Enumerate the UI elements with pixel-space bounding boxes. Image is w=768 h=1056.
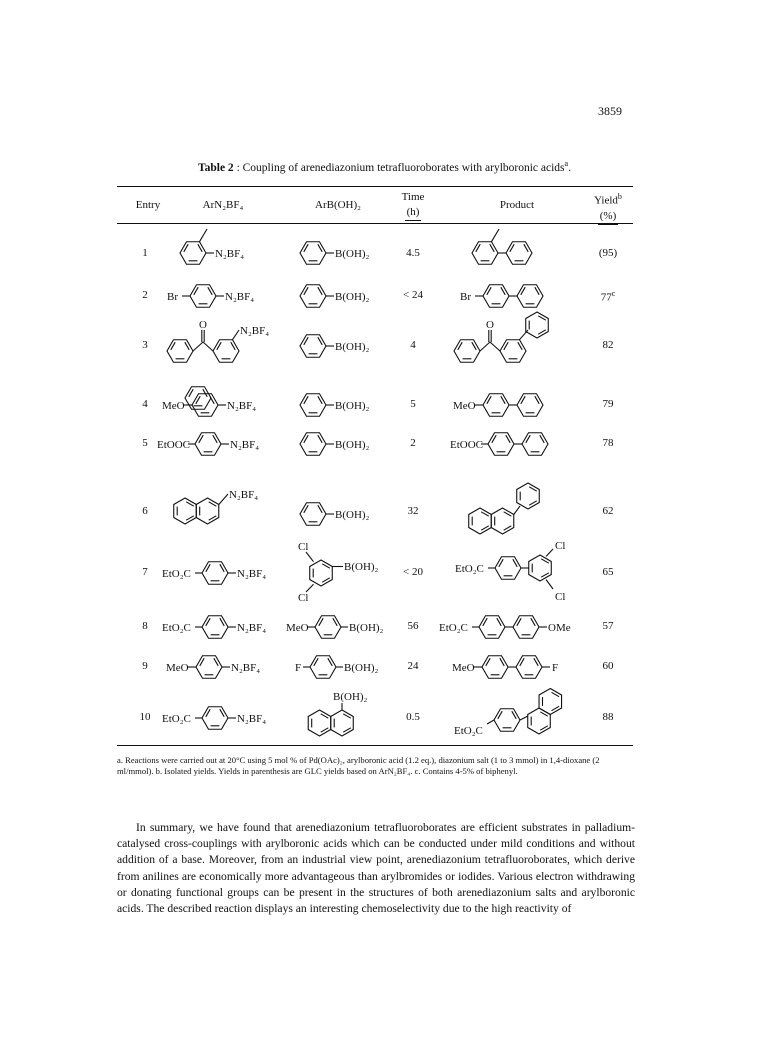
label-boh2: B(OH)₂ <box>335 509 370 521</box>
label-n2bf4: N₂BF₄ <box>237 713 267 725</box>
label-etooc: EtOOC <box>157 439 190 451</box>
structure-fluorophenylboronic-acid <box>293 651 393 683</box>
entry-8: 8 <box>142 620 148 632</box>
label-boh2: B(OH)₂ <box>344 561 379 573</box>
structure-dichlorophenylboronic-acid <box>296 537 396 609</box>
yield-3: 82 <box>602 339 614 351</box>
structure-ethoxycarbonylphenyl-diazonium <box>155 428 295 460</box>
entry-7: 7 <box>142 566 148 578</box>
header-time <box>393 190 433 221</box>
structure-methoxybiphenyl-ester <box>437 611 592 643</box>
time-9: 24 <box>407 660 419 672</box>
structure-naphthylboronic-acid <box>305 688 395 740</box>
table-footnote: a. Reactions were carried out at 20°C using 5 mol % of Pd(OAc)₂, arylboronic acid (1.2 eq.), diazonium salt (1 to 3 mmol) in 1,4-dioxane (2 ml/mmol). b. Isolated yields. Yields in parenthesis are GLC yields based on ArN₂BF₄. c. Contains 4-5% of biphenyl. <box>117 755 600 776</box>
label-f: F <box>295 662 302 674</box>
table-caption-sup: a <box>564 159 569 168</box>
table-caption-label: Table 2 <box>198 161 234 174</box>
table-caption: Table 2 : Coupling of arenediazonium tetrafluoroborates with arylboronic acids$^a$. <box>198 159 571 174</box>
header-arn2bf4: ArN₂BF₄ <box>202 199 244 211</box>
entry-5: 5 <box>142 437 148 449</box>
time-10: 0.5 <box>406 711 420 723</box>
structure-ethoxycarbonylphenyl-diazonium <box>160 557 290 589</box>
table-bottom-rule <box>117 745 633 746</box>
label-boh2: B(OH)₂ <box>333 691 368 703</box>
time-7: < 20 <box>403 566 423 578</box>
label-n2bf4: N₂BF₄ <box>215 248 245 260</box>
yield-4: 79 <box>602 398 614 410</box>
label-boh2: B(OH)₂ <box>335 291 370 303</box>
label-n2bf4: N₂BF₄ <box>227 400 257 412</box>
structure-naphthyl-diazonium <box>168 480 288 532</box>
structure-2-phenylnaphthalene <box>465 478 565 538</box>
label-boh2: B(OH)₂ <box>335 439 370 451</box>
label-n2bf4: N₂BF₄ <box>225 291 255 303</box>
page-number: 3859 <box>598 104 622 118</box>
yield-9: 60 <box>602 660 614 672</box>
yield-6: 62 <box>602 505 614 517</box>
structure-4-bromobiphenyl <box>458 280 558 312</box>
yield-10: 88 <box>602 711 614 723</box>
body-paragraph <box>117 820 635 917</box>
label-br: Br <box>460 291 471 303</box>
structure-methoxyphenylboronic-acid <box>284 611 394 643</box>
header-time-label: Time <box>401 191 425 203</box>
label-n2bf4: N₂BF₄ <box>231 662 261 674</box>
entry-6: 6 <box>142 505 148 517</box>
header-yield-unit: (%) <box>588 209 628 225</box>
label-ome: OMe <box>548 622 571 634</box>
label-etooc: EtOOC <box>450 439 483 451</box>
label-boh2: B(OH)₂ <box>335 400 370 412</box>
structure-phenylboronic-acid <box>298 330 388 362</box>
label-eto2c: EtO₂C <box>162 568 191 580</box>
entry-1: 1 <box>142 247 148 259</box>
yield-2: 77$^c$ <box>600 289 616 304</box>
label-eto2c: EtO₂C <box>162 713 191 725</box>
structure-dichlorobiphenyl-ester <box>453 537 583 609</box>
structure-ethyl-biphenylcarboxylate <box>448 428 573 460</box>
label-meo: MeO <box>286 622 309 634</box>
structure-ethoxycarbonylphenyl-diazonium <box>160 702 300 734</box>
entry-10: 10 <box>139 711 151 723</box>
structure-4-methoxybiphenyl <box>451 389 561 421</box>
body-paragraph-text: In summary, we have found that arenediazonium tetrafluoroborates are efficient substrates in palladium-catalysed cross-couplings with arylboronic acids which can be conducted under mild conditions and without addition of a base. Moreover, from an industrial view point, arenediazonium tetrafluoroborates, which derive from anilines are economically more advantageous than arylbromides or iodides. Various electron withdrawing or donating functional groups can be present in the structures of both arenediazonium salts and arylboronic acids. The described reaction displays an interesting chemoselectivity due to the high reactivity of <box>117 821 635 916</box>
time-3: 4 <box>410 339 416 351</box>
label-n2bf4: N₂BF₄ <box>230 439 260 451</box>
structure-ethoxycarbonylphenyl-diazonium <box>160 611 300 643</box>
entry-2: 2 <box>142 289 148 301</box>
label-o: O <box>199 319 207 331</box>
label-n2bf4: N₂BF₄ <box>240 325 270 337</box>
label-boh2: B(OH)₂ <box>335 248 370 260</box>
yield-1: (95) <box>598 247 618 259</box>
label-br: Br <box>167 291 178 303</box>
yield-7: 65 <box>602 566 614 578</box>
time-2: < 24 <box>403 289 423 301</box>
label-boh2: B(OH)₂ <box>344 662 379 674</box>
structure-methoxyphenyl-diazonium <box>164 651 294 683</box>
header-time-unit: (h) <box>393 205 433 221</box>
structure-phenylboronic-acid <box>298 498 388 530</box>
header-entry: Entry <box>135 199 161 211</box>
table-caption-text: : Coupling of arenediazonium tetrafluoroborates with arylboronic acids <box>233 161 565 174</box>
label-o: O <box>486 319 494 331</box>
label-n2bf4: N₂BF₄ <box>229 489 259 501</box>
label-cl: Cl <box>555 540 566 552</box>
label-meo: MeO <box>452 662 475 674</box>
table-top-rule <box>117 186 633 187</box>
structure-toluene-diazonium <box>170 220 280 275</box>
label-boh2: B(OH)₂ <box>335 341 370 353</box>
structure-2-methylbiphenyl <box>468 222 548 274</box>
structure-phenylboronic-acid <box>298 428 388 460</box>
time-5: 2 <box>410 437 416 449</box>
label-meo: MeO <box>453 400 476 412</box>
time-8: 56 <box>407 620 419 632</box>
structure-bromophenyl-diazonium <box>165 280 285 312</box>
label-eto2c: EtO₂C <box>162 622 191 634</box>
header-product: Product <box>499 199 535 211</box>
structure-3-benzoylbiphenyl <box>452 312 572 370</box>
structure-phenylboronic-acid <box>298 280 388 312</box>
structure-phenylboronic-acid <box>298 389 388 421</box>
header-yield <box>588 189 628 225</box>
label-meo: MeO <box>166 662 189 674</box>
label-eto2c: EtO₂C <box>454 725 483 737</box>
label-eto2c: EtO₂C <box>439 622 468 634</box>
label-n2bf4: N₂BF₄ <box>237 568 267 580</box>
header-yield-label: Yield$^b$ <box>594 192 622 207</box>
label-cl: Cl <box>298 541 309 553</box>
time-6: 32 <box>407 505 419 517</box>
structure-phenylboronic-acid <box>298 237 388 269</box>
entry-4: 4 <box>142 398 148 410</box>
yield-8: 57 <box>602 620 614 632</box>
yield-5: 78 <box>602 437 614 449</box>
label-n2bf4: N₂BF₄ <box>237 622 267 634</box>
entry-3: 3 <box>142 339 148 351</box>
header-arboh2: ArB(OH)₂ <box>315 199 361 211</box>
structure-naphthylbenzoate <box>452 684 582 744</box>
label-boh2: B(OH)₂ <box>349 622 384 634</box>
time-1: 4.5 <box>406 247 420 259</box>
label-eto2c: EtO₂C <box>455 563 484 575</box>
label-f: F <box>552 662 559 674</box>
structure-methoxyphenyl-diazonium <box>160 389 290 421</box>
structure-fluoromethoxybiphenyl <box>450 651 580 683</box>
structure-benzophenone-diazonium <box>165 316 295 368</box>
label-cl: Cl <box>298 592 309 604</box>
label-cl: Cl <box>555 591 566 603</box>
entry-9: 9 <box>142 660 148 672</box>
time-4: 5 <box>410 398 416 410</box>
label-meo: MeO <box>162 400 185 412</box>
